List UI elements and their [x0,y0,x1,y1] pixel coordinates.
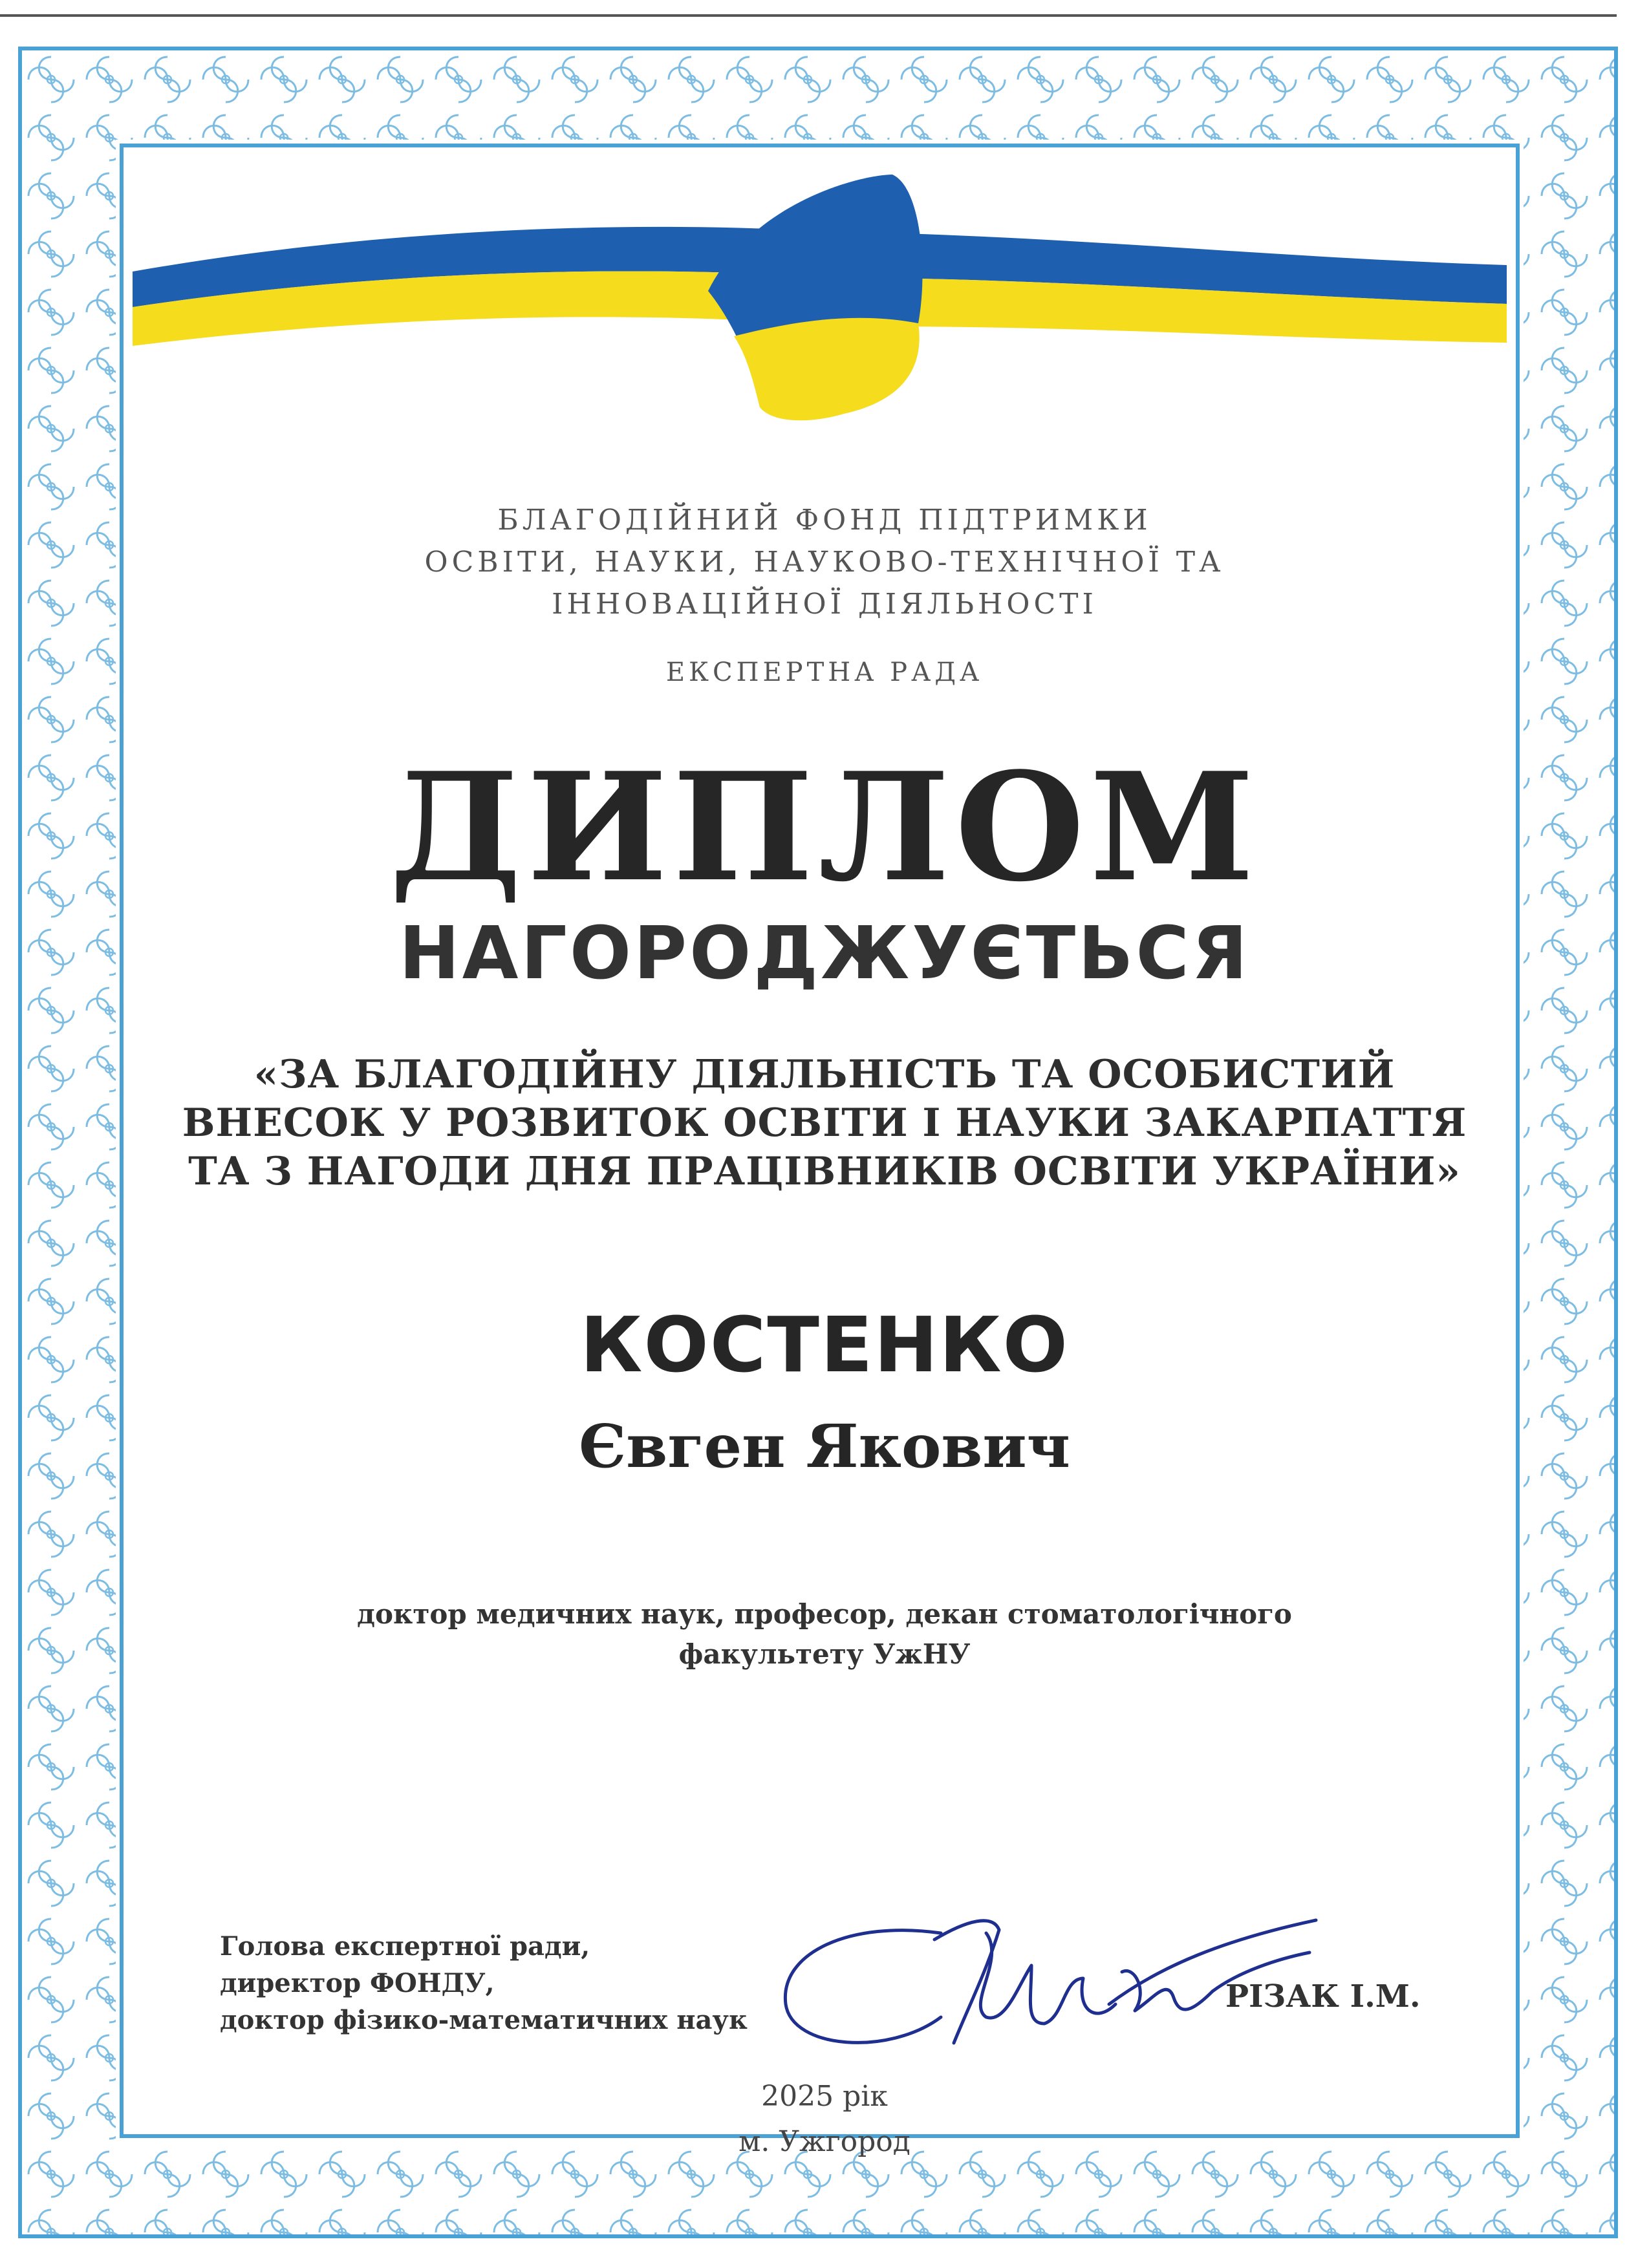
award-reason-line-2: ВНЕСОК У РОЗВИТОК ОСВІТИ І НАУКИ ЗАКАРПАТТЯ [182,1100,1467,1146]
recipient-surname: КОСТЕНКО [580,1300,1069,1389]
issue-city: м. Ужгород [738,2125,911,2158]
top-scan-rule [0,14,1617,17]
signatory-role-line-3: доктор фізико-математичних наук [220,2005,748,2035]
signatory-name: РІЗАК І.М. [1225,1978,1421,2015]
diploma-title: ДИПЛОМ [389,740,1260,915]
expert-council-label: ЕКСПЕРТНА РАДА [665,658,984,687]
issue-year: 2025 рік [761,2080,888,2113]
recipient-position-line-2: факультету УжНУ [678,1638,971,1670]
ukrainian-flag-ribbon [133,175,1507,433]
organization-line-1: БЛАГОДІЙНИЙ ФОНД ПІДТРИМКИ [497,504,1152,537]
signatory-role-line-2: директор ФОНДУ, [220,1968,495,1998]
awarded-subtitle: НАГОРОДЖУЄТЬСЯ [399,912,1250,996]
award-reason-line-3: ТА З НАГОДИ ДНЯ ПРАЦІВНИКІВ ОСВІТИ УКРАЇНИ» [188,1149,1461,1194]
recipient-given-names: Євген Якович [579,1411,1070,1481]
award-reason-line-1: «ЗА БЛАГОДІЙНУ ДІЯЛЬНІСТЬ ТА ОСОБИСТИЙ [253,1052,1396,1097]
recipient-position-line-1: доктор медичних наук, професор, декан стоматологічного [357,1598,1292,1630]
signatory-role-line-1: Голова експертної ради, [220,1931,590,1962]
organization-line-2: ОСВІТИ, НАУКИ, НАУКОВО-ТЕХНІЧНОЇ ТА [424,546,1225,579]
organization-line-3: ІННОВАЦІЙНОЇ ДІЯЛЬНОСТІ [552,588,1097,621]
